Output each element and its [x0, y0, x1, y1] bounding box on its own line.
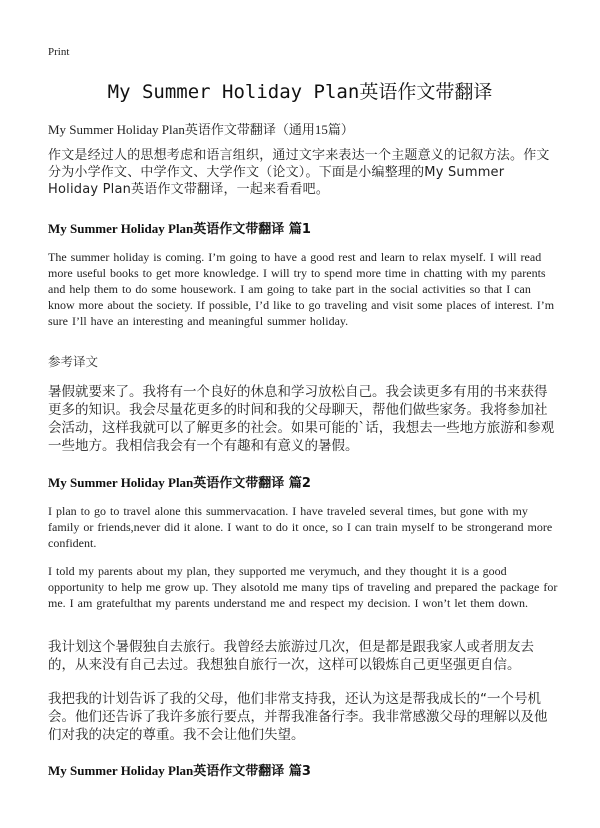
section-3-heading: [48, 760, 311, 779]
section-1-heading-en: My Summer Holiday Plan: [48, 221, 194, 236]
section-1-heading-cn: 英语作文带翻译 篇1: [193, 222, 311, 237]
section-1-chinese: 暑假就要来了。我将有一个良好的休息和学习放松自己。我会读更多有用的书来获得更多的知识。我会尽量花更多的时间和我的父母聊天，帮他们做些家务。我将参加社会活动，这样我就可以了解更多的社会。如果可能的`话，我想去一些地方旅游和参观一些地方。我相信我会有一个有趣和有意义的暑假。: [48, 384, 555, 454]
print-label[interactable]: Print: [48, 46, 70, 58]
section-2-english-1: I plan to go to travel alone this summervacation. I have traveled several times, but gone with my family or friends,never did it alone. I want to do it once, so I can train myself to be strongerand more confident.: [48, 504, 553, 550]
section-2-heading: [48, 472, 311, 491]
document-subtitle: My Summer Holiday Plan英语作文带翻译（通用15篇）: [48, 122, 354, 137]
page-title: My Summer Holiday Plan英语作文带翻译: [107, 81, 493, 103]
section-3-heading-cn: 英语作文带翻译 篇3: [193, 764, 311, 779]
section-2-english-2: I told my parents about my plan, they supported me verymuch, and they thought it is a good opportunity to help me grow up. They alsotold me many tips of traveling and prepared the package for me. I am gratefulthat my parents understand me and respect my decision. I won’t let them down.: [48, 564, 558, 610]
section-2-chinese-1: 我计划这个暑假独自去旅行。我曾经去旅游过几次，但是都是跟我家人或者朋友去的，从来没有自己去过。我想独自旅行一次，这样可以锻炼自己更坚强更自信。: [48, 639, 534, 673]
section-2-chinese-2: 我把我的计划告诉了我的父母，他们非常支持我，还认为这是帮我成长的“一个号机会。他们还告诉了我许多旅行要点，并帮我准备行李。我非常感激父母的理解以及他们对我的决定的尊重。我不会让他们失望。: [48, 691, 548, 743]
translation-label: 参考译文: [48, 354, 99, 369]
section-1-heading: [48, 218, 311, 237]
section-1-english: The summer holiday is coming. I’m going to have a good rest and learn to relax myself. I will read more useful books to get more knowledge. I will try to spend more time in chatting with my parents and help them to do some housework. I am going to take part in the social activities so that I can know more about the society. If possible, I’d like to go traveling and visit some places of interest. I’m sure I’ll have an interesting and meaningful summer holiday.: [48, 250, 555, 328]
section-2-heading-cn: 英语作文带翻译 篇2: [193, 476, 311, 491]
intro-paragraph: 作文是经过人的思想考虑和语言组织，通过文字来表达一个主题意义的记叙方法。作文分为小学作文、中学作文、大学作文（论文）。下面是小编整理的My Summer Holiday Plan英语作文带翻译，一起来看看吧。: [48, 148, 550, 197]
section-2-heading-en: My Summer Holiday Plan: [48, 475, 194, 490]
section-3-heading-en: My Summer Holiday Plan: [48, 763, 194, 778]
